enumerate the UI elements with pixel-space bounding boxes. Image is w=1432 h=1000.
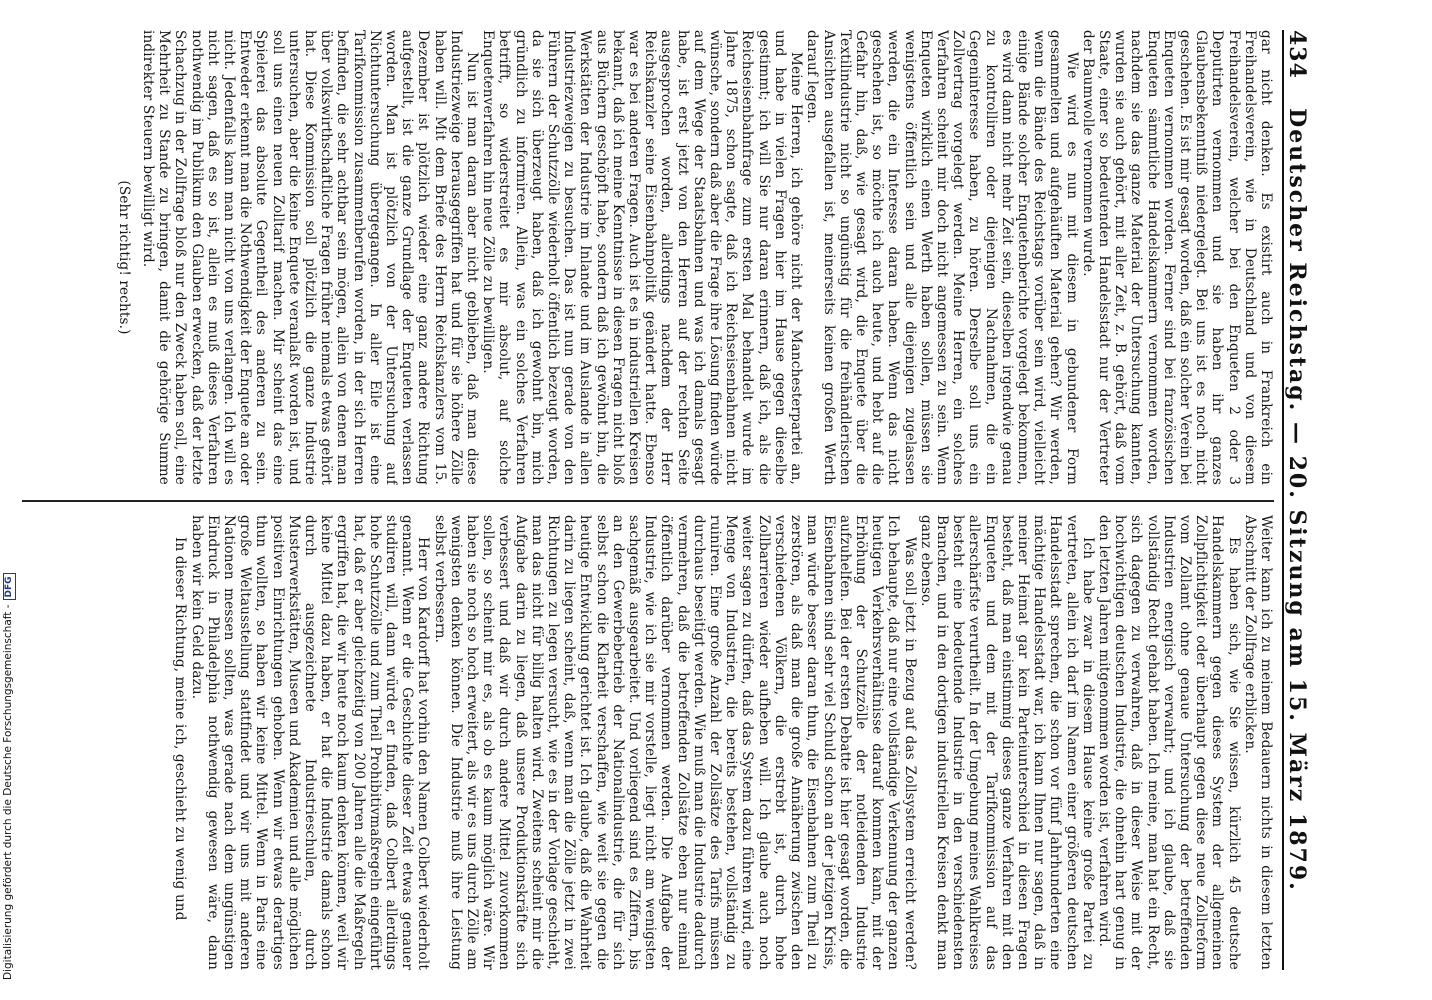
interjection: (Sehr richtig! rechts.) bbox=[115, 180, 132, 335]
column-divider bbox=[22, 500, 1274, 502]
credit-text: Digitalisierung gefördert durch die Deutsche Forschungsgemeinschaft - bbox=[2, 604, 14, 980]
newspaper-page bbox=[2, 20, 1312, 980]
left-column bbox=[2, 30, 1274, 485]
paragraph: Wie wird es nun mit diesem in gebundener Form gesammelten und aufgehäuften Material gehen? Wir werden, wenn die Bände des Reichstags vorüber sein wird, vielleicht einige Bände solcher Enquetenberichte vorgelegt bekommen, es wird dann nicht mehr Zeit sein, dieselben irgendwie genau zu kontrolliren oder diejenigen Nachnahmen, die ein Gegeninteresse haben, zu hören. Derselbe soll uns ein Zollvertrag vorgelegt werden. Meine Herren, ein solches Verfahren scheint mir doch nicht angemessen zu sein. Wenn Enqueten wirklich einen Werth haben sollen, müssen sie wenigstens öffentlich sein und alle diejenigen zugelassen werden, die ein Interesse daran haben. Wenn das nicht geschehen ist, so möchte ich auch heute, und hebt auf die Gefahr hin, daß, wie gesagt wird, die Enquete über die Textilindustrie nicht so ungünstig für die freihändlerischen Ansichten ausgefallen ist, meinerseits keinen großen Werth darauf legen. bbox=[804, 30, 1080, 485]
digitization-credit bbox=[1, 576, 15, 980]
dfg-logo-icon: DFG bbox=[3, 573, 16, 600]
paragraph: Es haben sich, wie Sie wissen, kürzlich 45 deutsche Handelskammern gegen dieses System der allgemeinen Zollpflichtigkeit oder überhaupt gegen diese neue Zollreform vom Zollamt ohne genaue Untersuchung der betreffenden Industrien energisch verwahrt; und ich glaube, daß sie vollständig Recht gehabt haben. Ich meine, man hat ein Recht, sich dagegen zu verwahren, daß in dieser Weise mit der hochwichtigen deutschen Industrie, die ohnehin hart genug in den letzten Jahren mitgenommen worden ist, verfahren wird. bbox=[1095, 515, 1242, 970]
paragraph: Herr von Kardorff hat vorhin den Namen Colbert wiederholt genannt. Wenn er die Geschichte dieser Zeit etwas genauer studiren will, dann würde er finden, daß Colbert allerdings hohe Schutzzölle und zum Theil Prohibitivmaßregeln eingeführt hat, daß er aber gleichzeitig von 200 Jahren alle die Maßregeln ergriffen hat, die wir heute noch kaum denken können, weil wir keine Mittel dazu haben, er hat die Industrie damals schon durch ausgezeichnete Industrieschulen, durch Musterwerkstätten, Museen und Akademien und alle möglichen positiven Einrichtungen gehoben. Wenn wir etwas derartiges thun wollten, so haben wir keine Mittel. Wenn in Paris eine große Weltausstellung stattfindet und wir uns mit anderen Nationen messen sollten, was gerade nach dem ungünstigen Eindruck in Philadelphia nothwendig gewesen wäre, dann haben wir kein Geld dazu. bbox=[188, 515, 432, 970]
paragraph: Was soll jetzt in Bezug auf das Zollsystem erreicht werden? Ich behaupte, daß nur eine vollständige Verkennung der ganzen heutigen Verkehrsverhältnisse darauf kommen kann, mit der Erhöhung der Schutzzölle der notleidenden Industrie aufzuhelfen. Bei der ersten Debatte ist hier gesagt worden, die Eisenbahnen sind sehr viel Schuld schon an der jetzigen Krisis, man würde besser daran thun, die Eisenbahnen zum Theil zu zerstören, als daß man die große Annäherung zwischen den verschiedenen Völkern, die erstrebt ist, durch hohe Zollbarrieren wieder aufheben will. Ich glaube auch noch weiter sagen zu dürfen, daß das System dazu führen wird, eine Menge von Industrien, die bereits bestehen, vollständig zu ruiniren. Eine große Anzahl der Zollsätze des Tarifs müssen durchaus beseitigt werden. Wie muß man die Industrie dadurch vermehren, daß die betreffenden Zollsätze eben nur einmal öffentlich darüber vernommen werden. Die Aufgabe der Industrie, wie ich sie mir vorstelle, liegt nicht am wenigsten sachgemäß ausgearbeitet. Und vorliegend sind es Ziffern, bis an den Gewerbebetrieb der Nationalindustrie, die für sich selbst schon die Klarheit verschaffen, wie weit sie gegen die heutige Entwicklung gerichtet ist. Ich glaube, daß die Wahrheit darin zu liegen scheint, daß, wenn man die Zölle jetzt in zwei Richtungen zu legen versucht, wie es in der Vorlage geschieht, man das nicht für billig halten wird. Zweitens scheint mir die Aufgabe darin zu liegen, daß unsere Produktionskräfte sich verbessert und daß wir durch andere Mittel zuvorkommen sollen, so scheint mir es, als ob es kaum möglich wäre. Wir haben sie noch so hoch erweitert, als wir es uns durch Zölle am wenigsten denken können. Die Industrie muß ihre Leistung selbst verbessern. bbox=[431, 515, 918, 970]
page-title: Deutscher Reichstag. — 20. Sitzung am 15. März 1879. bbox=[1284, 108, 1310, 892]
paragraph: Nun ist man daran aber nicht geblieben, daß man diese Industriezweige herausgegriffen hat und für sie höhere Zölle haben will. Mit dem Briefe des Herrn Reichskanzlers vom 15. Dezember ist plötzlich wieder eine ganz andere Richtung aufgestellt, ist die ganze Grundlage der Enqueten verlassen worden. Man ist plötzlich von der Untersuchung auf Nichtuntersuchung übergegangen. In aller Eile ist eine Tarifkommission zusammenberufen worden, in der sich Herren befinden, die sehr achtbar sein mögen, allein von denen man über volkswirthschaftliche Fragen früher niemals etwas gehört hat. Diese Kommission soll plötzlich die ganze Industrie untersuchen, aber die keine Enquete veranlaßt worden ist, und soll uns einen neuen Zolltarif machen. Mir scheint das eine Spielerei das absolute Gegentheil des anderen zu sein. Entweder erkennt man die Nothwendigkeit der Enquete an oder nicht. Jedenfalls kann man nicht von uns verlangen. Ich will es nicht sagen, daß es so ist, allein es muß dieses Verfahren nothwendig im Publikum den Glauben erwecken, daß der letzte Schachzug in der Zollfrage bloß nur den Zweck haben soll, eine Mehrheit zu Stande zu bringen, damit die gehörige Summe indirekter Steuern bewilligt wird. bbox=[139, 30, 481, 485]
paragraph: Weiter kann ich zu meinem Bedauern nichts in diesem letzten Abschnitt der Zollfrage erblicken. bbox=[1241, 515, 1274, 970]
right-column bbox=[2, 515, 1274, 970]
paragraph: gar nicht denken. Es existirt auch in Frankreich ein Freihandelsverein, wie in Deutschland und von diesem Freihandelsverein, welcher bei den Enqueten 2 oder 3 Deputirten vernommen und sie haben ihr ganzes Glaubensbekenntniß niedergelegt. Bei uns ist es noch nicht geschehen. Es ist mir gesagt worden, daß ein solcher Verein bei Enqueten vernommen worden. Ferner sind bei französischen Enqueten sämmtliche Handelskammern vernommen worden, nachdem sie das ganze Material der Untersuchung kannten, wurden sie auch gehört, mit aller Zeit, z. B. gehört, daß vom Staate, einer so bedeutenden Handelsstadt nur der Vertreter der Baumwolle vernommen wurde. bbox=[1079, 30, 1274, 485]
text-columns bbox=[2, 30, 1274, 970]
page-number: 434 bbox=[1284, 30, 1310, 79]
paragraph: Meine Herren, ich gehöre nicht der Manchesterpartei an, und habe in vielen Fragen hier im Hause gegen dieselbe gestimmt; ich will Sie nur daran erinnern, daß ich, als die Reichseisenbahnfrage zum ersten Mal behandelt wurde im Jahre 1875, schon sagte, daß ich Reichseisenbahnen nicht wünsche, sondern daß aber die Frage ihre Lösung finden würde auf dem Wege der Staatsbahnen und was ich damals gesagt habe, ist erst jetzt von den Herren auf der rechten Seite ausgesprochen worden, allerdings nachdem der Herr Reichskanzler seine Eisenbahnpolitik geändert hatte. Ebenso war es bei anderen Fragen. Auch ist es in industriellen Kreisen bekannt, daß ich meine Kenntnisse in diesen Fragen nicht bloß aus Büchern geschöpft habe, sondern daß ich gewöhnt bin, die Werkstätten der Industrie im Inlande und im Auslande in allen Industriezweigen zu besuchen. Das ist nun gerade von den Führern der Schutzzölle wiederholt öffentlich bezeugt worden, da sie sich überzeugt haben, daß ich gewohnt bin, mich gründlich zu informiren. Allein, was ein solches Verfahren betrifft, so widerstreitet es mir absolut, auf solche Enquetenverfahren hin neue Zölle zu bewilligen. bbox=[480, 30, 805, 485]
paragraph: In dieser Richtung, meine ich, geschieht zu wenig und bbox=[172, 537, 189, 921]
paragraph: Ich habe zwar in diesem Hause keine große Partei zu vertreten, allein ich darf im Namen einer größeren deutschen Handelsstadt sprechen, die schon vor fünf Jahrhunderten eine mächtige Handelsstadt war, ich kann Ihnen nur sagen, daß in meiner Heimat gar kein Parteiunterschied in diesen Fragen besteht, daß man einstimmig dieses ganze Verfahren mit den Enqueten und dem mit der Tarifkommission auf das allerschärfste verurtheilt. In der Umgebung meines Wahlkreises besteht eine bedeutende Industrie in den verschiedensten Branchen, und in den dortigen industriellen Kreisen denkt man ganz ebenso. bbox=[917, 515, 1096, 970]
page-header bbox=[1282, 30, 1312, 970]
